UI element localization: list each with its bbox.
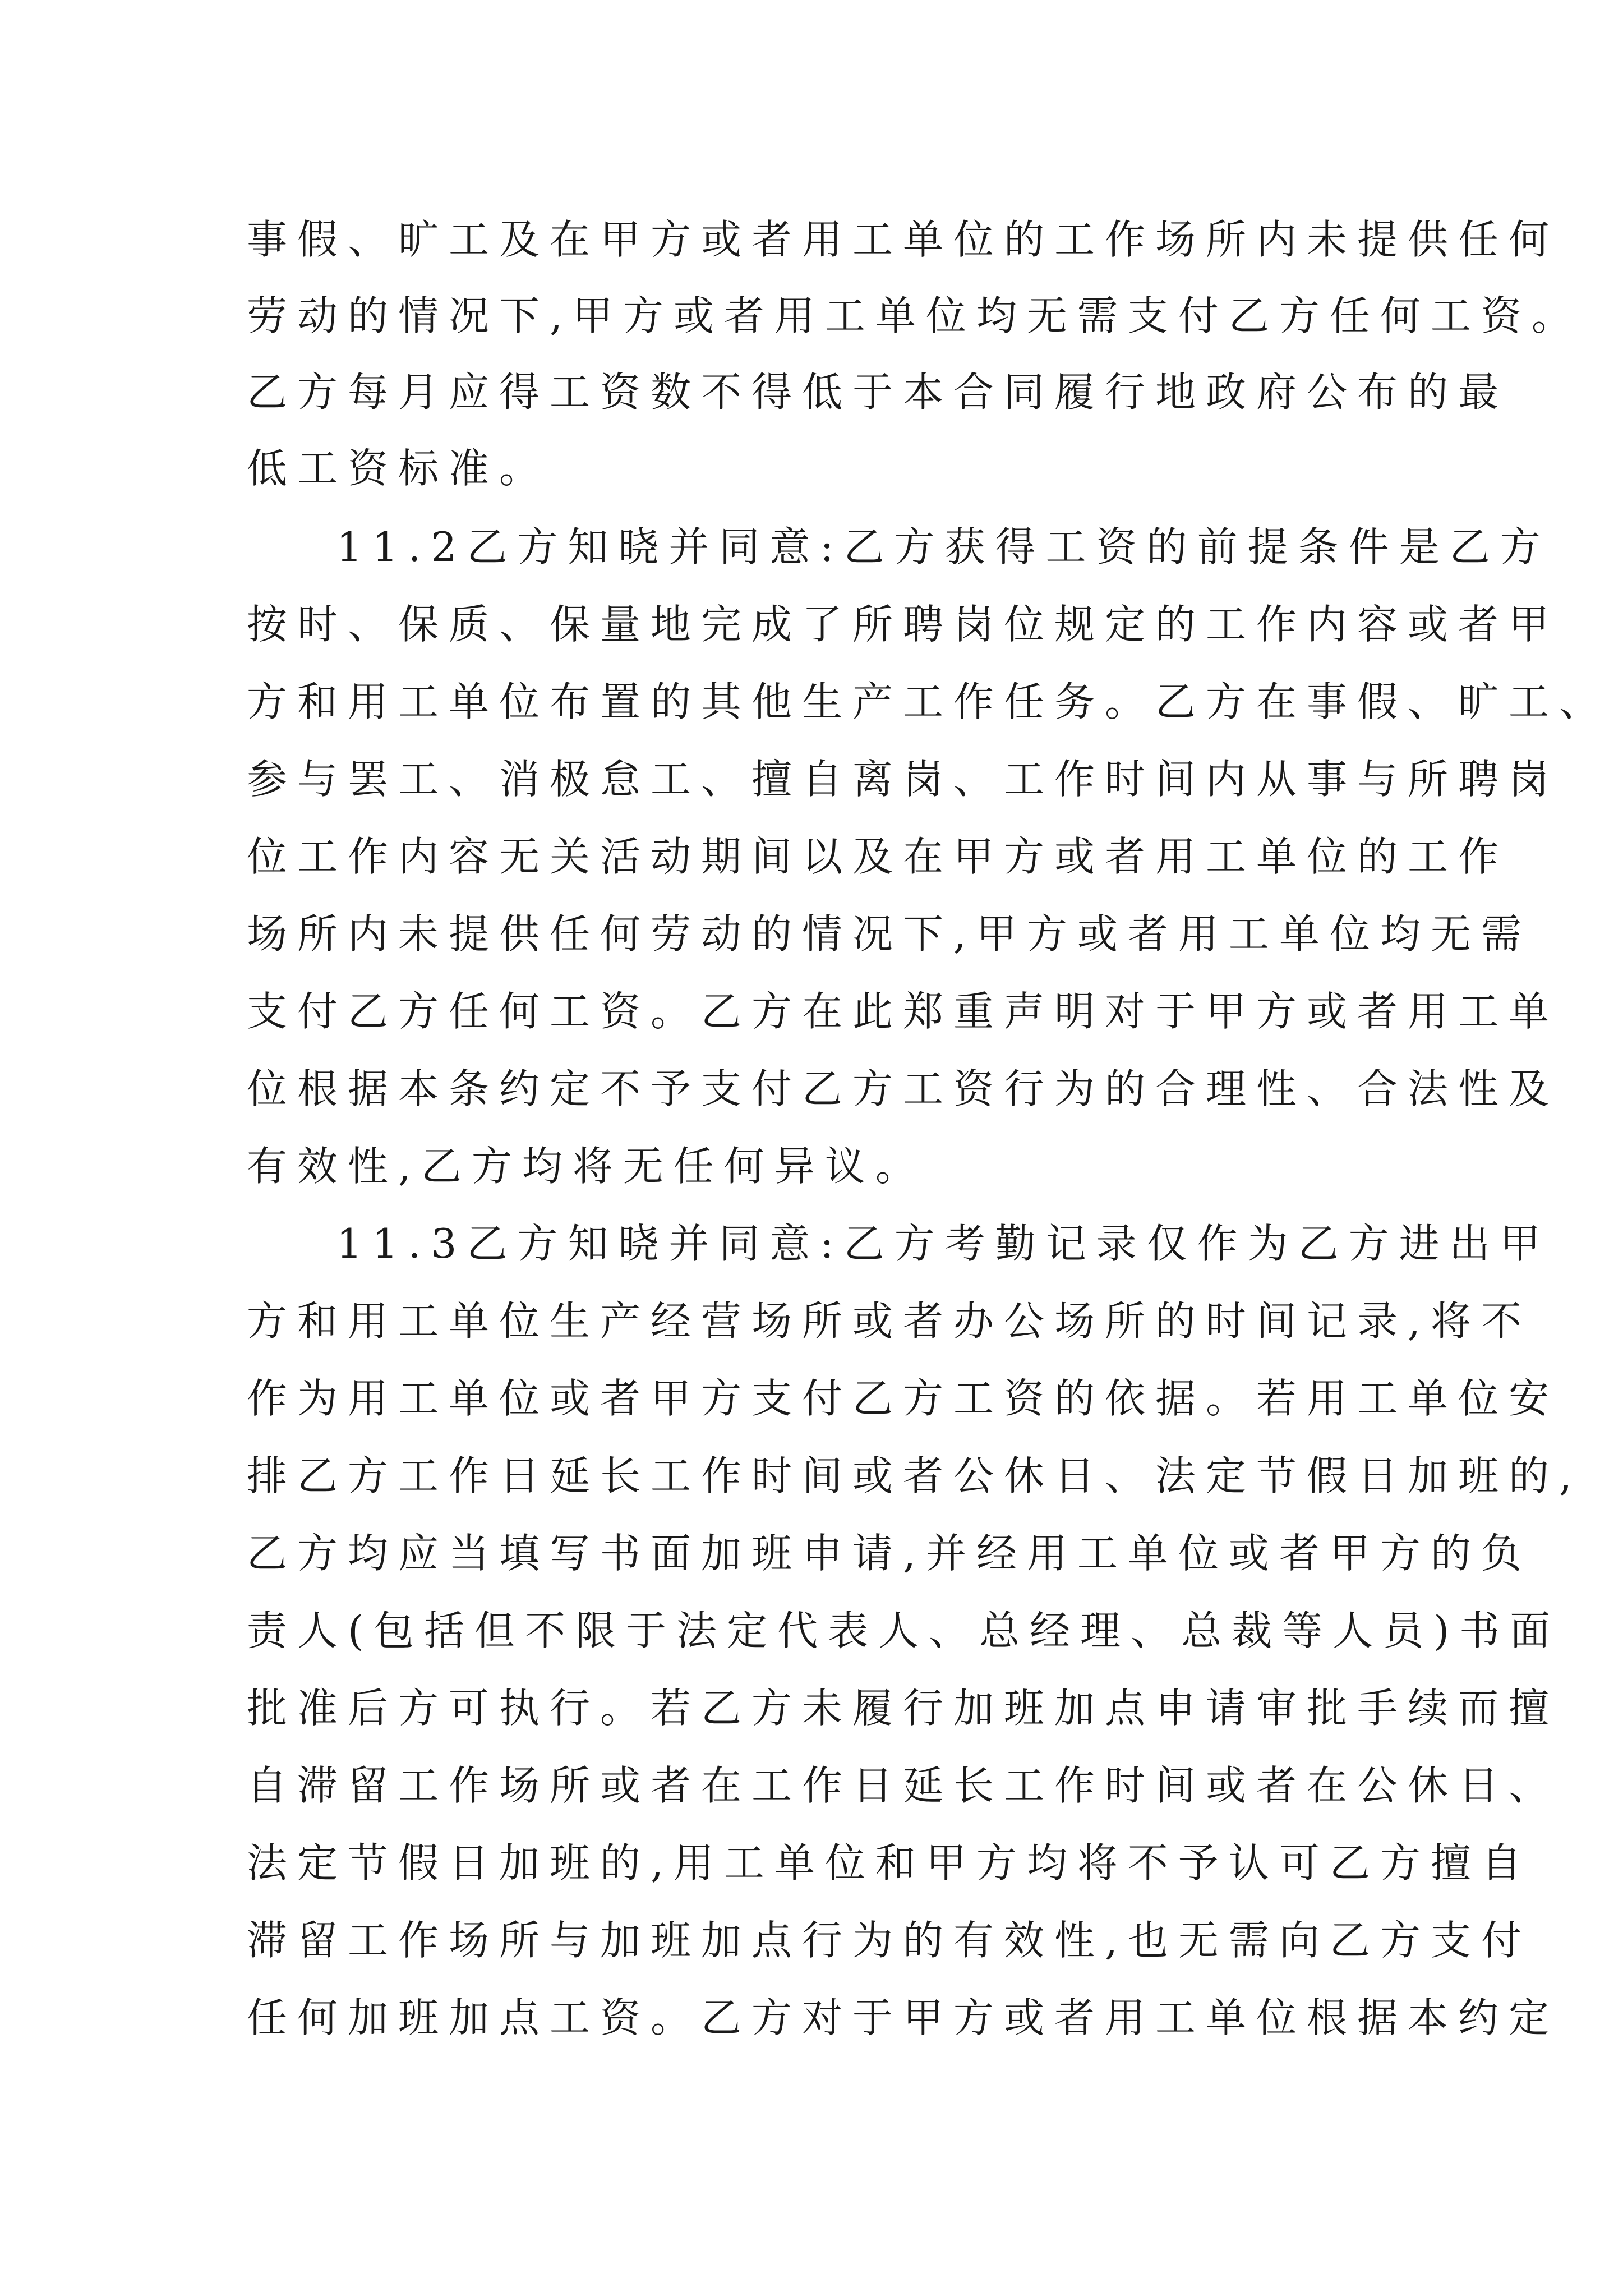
text-line: 批准后方可执行。若乙方未履行加班加点申请审批手续而擅 bbox=[247, 1685, 1560, 1732]
text-line: 位根据本条约定不予支付乙方工资行为的合理性、合法性及 bbox=[247, 1065, 1560, 1112]
text-line: 有效性,乙方均将无任何异议。 bbox=[247, 1143, 926, 1190]
text-line: 11.3乙方知晓并同意:乙方考勤记录仅作为乙方进出甲 bbox=[336, 1220, 1551, 1267]
text-line: 乙方每月应得工资数不得低于本合同履行地政府公布的最 bbox=[247, 369, 1509, 416]
text-line: 劳动的情况下,甲方或者用工单位均无需支付乙方任何工资。 bbox=[247, 292, 1582, 339]
text-line: 场所内未提供任何劳动的情况下,甲方或者用工单位均无需 bbox=[247, 910, 1532, 958]
text-line: 排乙方工作日延长工作时间或者公休日、法定节假日加班的, bbox=[247, 1452, 1582, 1499]
text-line: 11.2乙方知晓并同意:乙方获得工资的前提条件是乙方 bbox=[336, 523, 1551, 570]
text-line: 作为用工单位或者甲方支付乙方工资的依据。若用工单位安 bbox=[247, 1375, 1560, 1422]
text-line: 支付乙方任何工资。乙方在此郑重声明对于甲方或者用工单 bbox=[247, 988, 1560, 1035]
text-line: 低工资标准。 bbox=[247, 445, 550, 492]
text-line: 法定节假日加班的,用工单位和甲方均将不予认可乙方擅自 bbox=[247, 1839, 1532, 1887]
text-line: 乙方均应当填写书面加班申请,并经用工单位或者甲方的负 bbox=[247, 1530, 1532, 1577]
text-line: 方和用工单位生产经营场所或者办公场所的时间记录,将不 bbox=[247, 1297, 1532, 1345]
text-line: 位工作内容无关活动期间以及在甲方或者用工单位的工作 bbox=[247, 833, 1509, 880]
text-line: 责人(包括但不限于法定代表人、总经理、总裁等人员)书面 bbox=[247, 1607, 1561, 1654]
text-line: 方和用工单位布置的其他生产工作任务。乙方在事假、旷工、 bbox=[247, 678, 1610, 725]
text-line: 自滞留工作场所或者在工作日延长工作时间或者在公休日、 bbox=[247, 1762, 1560, 1809]
text-line: 事假、旷工及在甲方或者用工单位的工作场所内未提供任何 bbox=[247, 216, 1560, 263]
text-line: 滞留工作场所与加班加点行为的有效性,也无需向乙方支付 bbox=[247, 1917, 1532, 1964]
text-line: 按时、保质、保量地完成了所聘岗位规定的工作内容或者甲 bbox=[247, 601, 1560, 648]
text-line: 任何加班加点工资。乙方对于甲方或者用工单位根据本约定 bbox=[247, 1994, 1560, 2041]
text-line: 参与罢工、消极怠工、擅自离岗、工作时间内从事与所聘岗 bbox=[247, 756, 1560, 803]
